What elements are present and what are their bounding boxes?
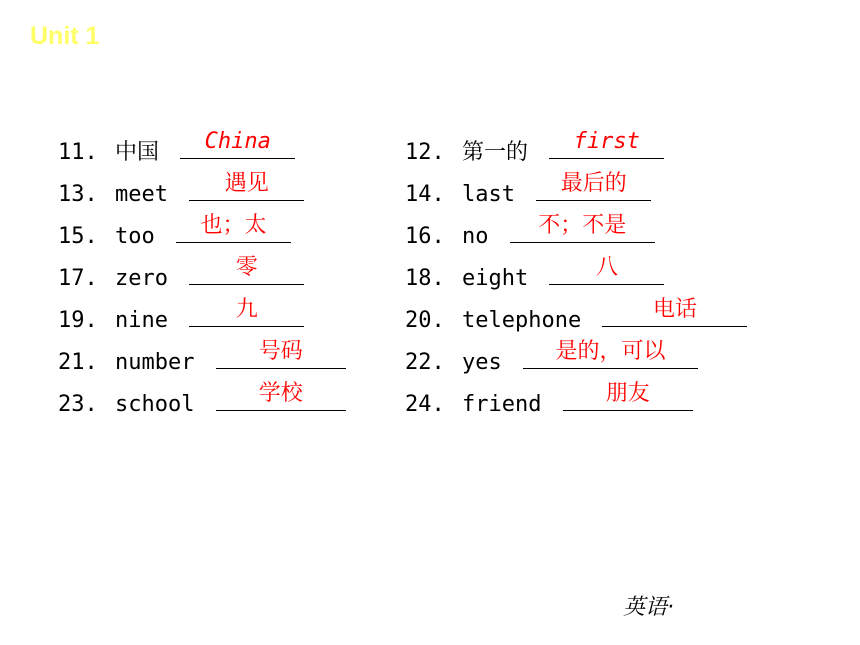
answer-text: 号码 (258, 339, 303, 364)
item-number: 19. (58, 308, 98, 333)
item-number: 12. (405, 140, 445, 165)
item-word: telephone (462, 308, 582, 333)
item-number: 11. (58, 140, 98, 165)
item-word: school (115, 392, 195, 417)
answer-blank (216, 338, 346, 369)
item-word: number (115, 350, 195, 375)
item-number: 21. (58, 350, 98, 375)
item-word: eight (462, 266, 529, 291)
vocab-item (405, 296, 747, 338)
answer-blank (536, 170, 651, 201)
item-word: nine (115, 308, 168, 333)
vocab-item (405, 170, 747, 212)
answer-text: 零 (235, 255, 258, 280)
answer-blank (523, 338, 698, 369)
answer-text: 电话 (652, 297, 697, 322)
vocab-item (405, 128, 747, 170)
vocab-item (405, 254, 747, 296)
answer-blank (602, 296, 747, 327)
item-word: 中国 (115, 140, 160, 165)
answer-text: 不；不是 (538, 213, 627, 238)
answer-blank (180, 128, 295, 159)
vocab-item (58, 170, 346, 212)
item-number: 17. (58, 266, 98, 291)
vocab-item (58, 254, 346, 296)
vocab-item (58, 296, 346, 338)
item-number: 14. (405, 182, 445, 207)
answer-text: 九 (235, 297, 258, 322)
vocab-item (58, 338, 346, 380)
item-number: 22. (405, 350, 445, 375)
answer-blank (549, 254, 664, 285)
answer-blank (176, 212, 291, 243)
answer-text: first (573, 129, 640, 154)
item-word: friend (462, 392, 542, 417)
item-number: 15. (58, 224, 98, 249)
answer-blank (189, 170, 304, 201)
item-word: last (462, 182, 515, 207)
vocab-item (405, 212, 747, 254)
vocab-item (58, 128, 346, 170)
item-word: too (115, 224, 155, 249)
answer-blank (216, 380, 346, 411)
vocab-item (58, 380, 346, 422)
item-number: 13. (58, 182, 98, 207)
answer-blank (549, 128, 664, 159)
answer-blank (189, 254, 304, 285)
item-number: 20. (405, 308, 445, 333)
answer-text: 也；太 (200, 213, 267, 238)
answer-text: 八 (595, 255, 618, 280)
item-word: zero (115, 266, 168, 291)
item-number: 23. (58, 392, 98, 417)
answer-text: 朋友 (605, 381, 650, 406)
vocab-item (405, 338, 747, 380)
answer-text: China (204, 129, 271, 154)
answer-blank (563, 380, 693, 411)
answer-text: 是的，可以 (555, 339, 666, 364)
unit-title: Unit 1 (30, 22, 100, 50)
item-word: no (462, 224, 489, 249)
item-word: yes (462, 350, 502, 375)
item-word: meet (115, 182, 168, 207)
vocab-item (58, 212, 346, 254)
answer-blank (510, 212, 655, 243)
answer-text: 最后的 (560, 171, 627, 196)
item-number: 24. (405, 392, 445, 417)
vocab-column-left (58, 128, 346, 422)
footer-subject: 英语· (623, 595, 674, 620)
vocab-column-right (405, 128, 747, 422)
answer-text: 遇见 (224, 171, 269, 196)
answer-blank (189, 296, 304, 327)
item-number: 18. (405, 266, 445, 291)
answer-text: 学校 (258, 381, 303, 406)
vocab-item (405, 380, 747, 422)
item-number: 16. (405, 224, 445, 249)
item-word: 第一的 (462, 140, 529, 165)
